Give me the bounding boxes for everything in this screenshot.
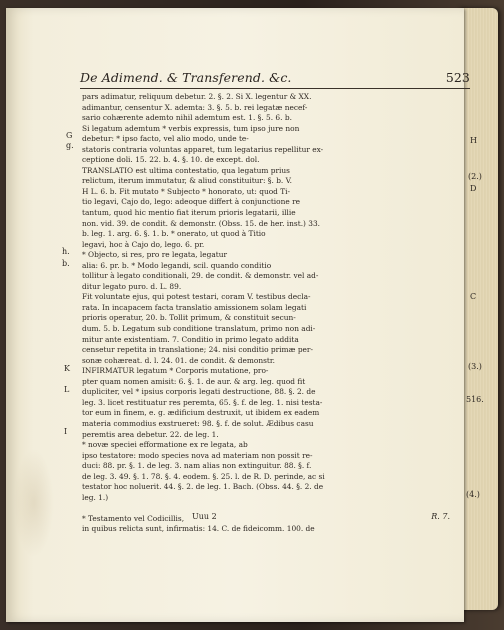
text-line: tantum, quod hic mentio fiat iterum prioris legatarii, illie [82, 208, 296, 218]
margin-note-i: I [64, 427, 68, 436]
text-line [82, 503, 462, 514]
text-line: legavi, hoc à Cajo do, lego. 6. pr. [82, 239, 205, 249]
margin-note-l: L [64, 385, 70, 394]
header-rule [80, 88, 470, 89]
text-line: tor eum in finem, e. g. ædificium destruxit, ut ibidem ex eadem [82, 408, 320, 418]
text-line: * Testamento vel Codicillis, [82, 513, 185, 523]
text-line: pars adimatur, reliquum debetur. 2. §. 2. Si X. legentur & XX. [82, 92, 312, 101]
margin-note-g: G [66, 131, 73, 140]
text-line: rata. In incapacem facta translatio amissionem solam legati [82, 302, 307, 312]
text-line: sario cohærente ademto nihil ademtum est. 1. §. 5. 6. b. [82, 113, 292, 123]
signature-mark: Uuu 2 [192, 512, 217, 521]
margin-note-2: (2.) [468, 172, 482, 181]
text-line: adimantur, censentur X. ademta: 3. §. 5. b. rei legatæ necef- [82, 102, 308, 112]
text-line: dum. 5. b. Legatum sub conditione translatum, primo non adi- [82, 324, 316, 334]
text-line: ceptione doli. 15. 22. b. 4. §. 10. de except. dol. [82, 155, 260, 165]
text-line: TRANSLATIO est ultima contestatio, qua legatum prius [82, 165, 290, 175]
text-line: prioris operatur, 20. b. Tollit primum, & constituit secun- [82, 313, 296, 323]
text-line: mitur ante existentiam. 7. Conditio in primo legato addita [82, 334, 299, 344]
page-number: 523 [445, 70, 470, 85]
text-line: Fit voluntate ejus, qui potest testari, coram V. testibus decla- [82, 292, 311, 302]
text-line: tio legavi, Cajo do, lego: adeoque differt à conjunctione re [82, 197, 301, 207]
text-line: H L. 6. b. Fit mutato * Subjecto * honorato, ut: quod Ti- [82, 186, 291, 196]
margin-note-d: D [470, 184, 477, 193]
running-head-title: De Adimend. & Transferend. &c. [80, 70, 292, 85]
body-text [82, 92, 462, 535]
text-line: tollitur à legato conditionali, 29. de condit. & demonstr. vel ad- [82, 271, 319, 281]
margin-note-h: H [470, 136, 477, 145]
margin-note-k: K [64, 364, 70, 373]
page-edges [458, 8, 498, 610]
margin-note-c: C [470, 292, 477, 301]
margin-note-3: (3.) [468, 362, 482, 371]
text-line: dupliciter, vel * ipsius corporis legati destructione, 88. §. 2. de [82, 387, 316, 397]
text-line: ipso testatore: modo species nova ad materiam non possit re- [82, 450, 313, 460]
text-line: non. vid. 39. de condit. & demonstr. (Obss. 15. de her. inst.) 33. [82, 218, 321, 228]
margin-note-b-dot: b. [62, 259, 70, 268]
text-line: peremtis area debetur. 22. de leg. 1. [82, 429, 219, 439]
text-line: INFIRMATUR legatum * Corporis mutatione, pro- [82, 366, 269, 376]
margin-note-g-dot: g. [66, 141, 74, 150]
text-line: statoris contraria voluntas apparet, tum legatarius repellitur ex- [82, 144, 324, 154]
text-line: leg. 1.) [82, 492, 109, 502]
text-line: materia commodius exstrueret: 98. §. f. de solut. Ædibus casu [82, 418, 314, 428]
text-line: leg. 3. licet restituatur res peremta, 65. §. f. de leg. 1. nisi testa- [82, 397, 323, 407]
text-line: de leg. 3. 49. §. 1. 78. §. 4. eodem. §. 25. l. de R. D. perinde, ac si [82, 471, 325, 481]
text-line: censetur repetita in translatione; 24. nisi conditio primæ per- [82, 345, 313, 355]
text-line: pter quam nomen amisit: 6. §. 1. de aur. & arg. leg. quod fit [82, 376, 306, 386]
text-line: duci: 88. pr. §. 1. de leg. 3. nam alias non extinguitur. 88. §. f. [82, 461, 312, 471]
text-line: * Objecto, si res, pro re legata, legatur [82, 250, 228, 260]
text-line: relictum, iterum immutatur, & aliud constituitur: §. b. V. [82, 176, 293, 186]
text-line: ditur legato puro. d. L. 89. [82, 281, 182, 291]
text-line: b. leg. 1. arg. 6. §. 1. b. * onerato, ut quod à Titio [82, 229, 266, 239]
text-line: testator hoc noluerit. 44. §. 2. de leg. 1. Bach. (Obss. 44. §. 2. de [82, 482, 324, 492]
text-line: debetur: * ipso facto, vel alio modo, unde te- [82, 134, 249, 144]
margin-note-516: 516. [466, 395, 484, 404]
text-line: sonæ cohæreat. d. l. 24. 01. de condit. & demonstr. [82, 355, 275, 365]
text-line: * novæ speciei efformatione ex re legata, ab [82, 440, 248, 450]
margin-note-h-dot: h. [62, 247, 70, 256]
text-line: alia: 6. pr. b. * Modo legandi, scil. quando conditio [82, 260, 272, 270]
text-line: Si legatum ademtum * verbis expressis, tum ipso jure non [82, 123, 300, 133]
text-line: in quibus relicta sunt, infirmatis: 14. C. de fideicomm. 100. de [82, 524, 315, 534]
page-stain [14, 448, 54, 558]
margin-note-4: (4.) [466, 490, 480, 499]
catchword: R. 7. [431, 512, 450, 521]
